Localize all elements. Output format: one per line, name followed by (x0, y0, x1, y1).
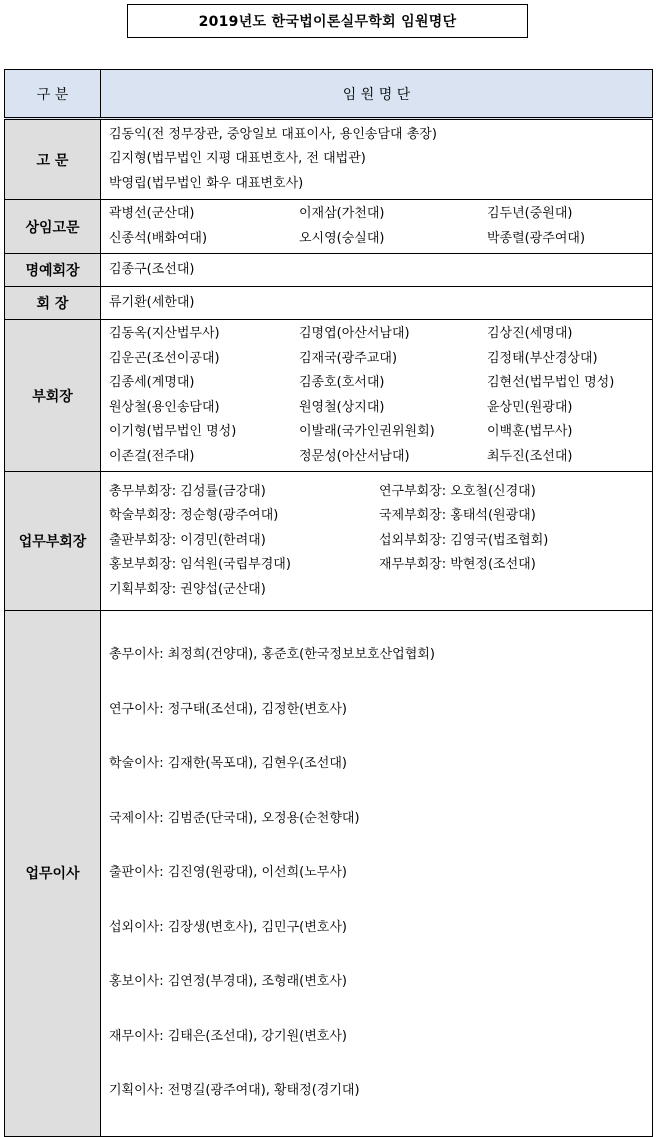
list-row (109, 504, 644, 529)
list-item: 오시영(숭실대) (299, 230, 385, 246)
list-item: 연구이사: 정구태(조선대), 김정한(변호사) (109, 701, 347, 717)
list-item: 학술이사: 김재한(목포대), 김현우(조선대) (109, 756, 347, 771)
row-president (5, 287, 653, 320)
list-item: 이발래(국가인권위원회) (299, 424, 435, 439)
list-item: 기획부회장: 권양섭(군산대) (109, 581, 266, 597)
label-executive-directors: 업무이사 (5, 611, 101, 1137)
vice-presidents-list (101, 320, 653, 472)
list-item: 연구부회장: 오호철(신경대) (379, 483, 536, 499)
row-executive-directors (5, 611, 653, 1137)
list-item: 출판이사: 김진영(원광대), 이선희(노무사) (109, 865, 347, 880)
list-row (109, 445, 644, 470)
list-item: 이재삼(가천대) (299, 206, 385, 221)
list-item: 김지형(법무법인 지평 대표변호사, 전 대법관) (109, 151, 366, 167)
row-vice-presidents (5, 320, 653, 472)
list-item: 박종렬(광주여대) (487, 230, 586, 246)
list-item: 총무이사: 최정희(건양대), 홍준호(한국정보보호산업협회) (109, 647, 435, 662)
list-row (109, 227, 644, 252)
row-standing-advisors (5, 200, 653, 254)
list-item: 재무이사: 김태은(조선대), 강기원(변호사) (109, 1028, 347, 1044)
list-item: 이존걸(전주대) (109, 448, 195, 464)
list-row (109, 529, 644, 554)
list-item: 섭외부회장: 김영국(법조협회) (379, 532, 549, 548)
list-item: 국제부회장: 홍태석(원광대) (379, 508, 536, 524)
list-row (109, 553, 644, 578)
list-item: 김종세(계명대) (109, 375, 195, 390)
list-item: 김운곤(조선이공대) (109, 350, 220, 366)
list-row (109, 578, 644, 603)
list-item: 이백훈(법무사) (487, 424, 573, 439)
list-row (109, 371, 644, 396)
list-item: 재무부회장: 박현정(조선대) (379, 557, 536, 573)
list-row (109, 202, 644, 227)
row-executive-vice-presidents (5, 472, 653, 611)
list-item: 홍보이사: 김연정(부경대), 조형래(변호사) (109, 974, 347, 989)
label-standing-advisors: 상임고문 (5, 200, 101, 254)
list-row (109, 480, 644, 505)
list-row (109, 396, 644, 421)
officer-roster-table (4, 69, 653, 1137)
row-honorary-president (5, 254, 653, 287)
list-item: 이기형(법무법인 명성) (109, 424, 237, 439)
list-item: 정문성(아산서남대) (299, 448, 410, 464)
list-item: 김동옥(지산법무사) (109, 326, 220, 341)
honorary-president-value (101, 254, 653, 287)
header-category: 구 분 (5, 70, 101, 119)
header-officer-list: 임 원 명 단 (101, 70, 653, 119)
list-item: 원상철(용인송담대) (109, 399, 220, 415)
list-item: 박영립(법무법인 화우 대표변호사) (109, 175, 304, 191)
list-item: 김정태(부산경상대) (487, 350, 598, 366)
label-president: 회 장 (5, 287, 101, 320)
list-row (109, 420, 644, 445)
president-value (101, 287, 653, 320)
list-item: 총무부회장: 김성률(금강대) (109, 483, 266, 499)
list-item: 홍보부회장: 임석원(국립부경대) (109, 557, 291, 573)
list-item: 김두년(중원대) (487, 206, 573, 221)
label-advisors: 고 문 (5, 119, 101, 200)
list-item: 곽병선(군산대) (109, 206, 195, 221)
label-executive-vice-presidents: 업무부회장 (5, 472, 101, 611)
list-item: 김종호(호서대) (299, 375, 385, 390)
list-item: 김상진(세명대) (487, 326, 573, 341)
list-item: 학술부회장: 정순형(광주여대) (109, 508, 279, 524)
document-title: 2019년도 한국법이론실무학회 임원명단 (127, 4, 528, 38)
executive-directors-list (101, 611, 653, 1137)
list-item: 김동익(전 정무장관, 중앙일보 대표이사, 용인송담대 총장) (109, 126, 437, 142)
list-item: 김재국(광주교대) (299, 350, 398, 366)
list-item: 김종구(조선대) (109, 261, 195, 277)
row-advisors (5, 119, 653, 200)
list-item: 출판부회장: 이경민(한려대) (109, 532, 266, 548)
list-item: 섭외이사: 김장생(변호사), 김민구(변호사) (109, 919, 347, 935)
list-item: 김현선(법무법인 명성) (487, 375, 615, 390)
list-item: 윤상민(원광대) (487, 399, 573, 415)
table-header-row (5, 70, 653, 119)
list-item: 기획이사: 전명길(광주여대), 황태정(경기대) (109, 1083, 360, 1098)
list-row (109, 322, 644, 347)
list-item: 류기환(세한대) (109, 294, 195, 310)
executive-vice-presidents-list (101, 472, 653, 611)
list-item: 김명엽(아산서남대) (299, 326, 410, 341)
list-item: 신종석(배화여대) (109, 230, 208, 246)
advisors-list (101, 119, 653, 200)
list-item: 최두진(조선대) (487, 448, 573, 464)
label-vice-presidents: 부회장 (5, 320, 101, 472)
standing-advisors-list (101, 200, 653, 254)
label-honorary-president: 명예회장 (5, 254, 101, 287)
list-item: 국제이사: 김범준(단국대), 오정용(순천향대) (109, 810, 360, 826)
list-row (109, 347, 644, 372)
list-item: 원영철(상지대) (299, 399, 385, 415)
